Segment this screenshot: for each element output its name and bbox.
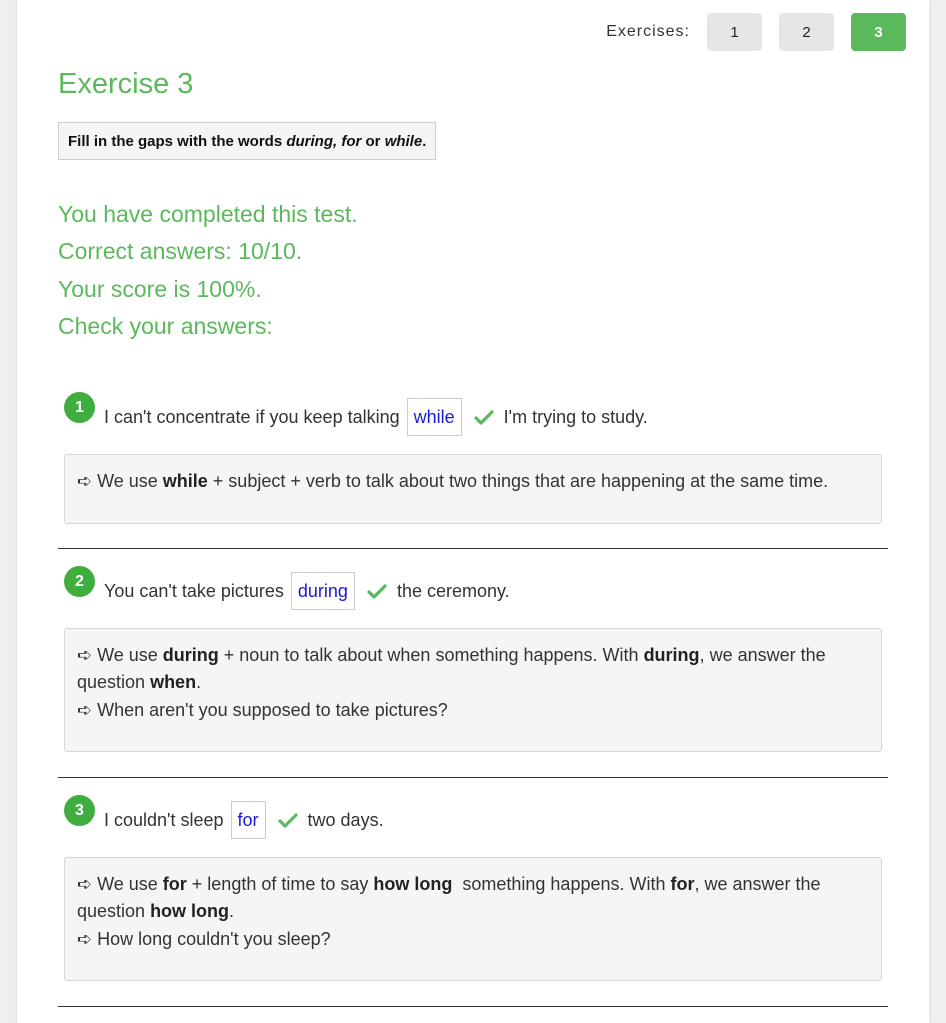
question-divider [58, 548, 888, 549]
explanation-text: . [229, 901, 235, 922]
explanation-text: something happens. With [452, 874, 671, 894]
checkmark-icon [367, 583, 387, 599]
exercises-label: Exercises: [606, 23, 690, 40]
completed-message: You have completed this test. [58, 201, 358, 227]
instruction-word-during: during, [286, 132, 338, 150]
explanation-text: + length of time to say [186, 874, 374, 894]
explanation-question: ➪ How long couldn't you sleep? [77, 928, 331, 949]
explanation-box [64, 454, 882, 524]
question-1 [58, 398, 888, 524]
explanation-keyword: for [162, 874, 187, 894]
instruction-end: . [422, 132, 427, 150]
question-text-before: You can't take pictures [104, 580, 284, 601]
explanation-text: ➪ We use [77, 471, 163, 491]
instruction-prefix: Fill in the gaps with the words [68, 132, 287, 150]
explanation-keyword: how long [373, 874, 453, 894]
page-title: Exercise 3 [58, 68, 194, 100]
explanation-text: , we answer the question [77, 874, 821, 922]
results-summary [58, 196, 358, 345]
instruction-word-for: for [341, 132, 362, 150]
exercise-3-button[interactable]: 3 [851, 13, 906, 51]
score-percentage: Your score is 100%. [58, 275, 262, 302]
explanation-keyword: during [162, 645, 219, 665]
question-divider [58, 777, 888, 778]
question-2 [58, 572, 888, 752]
question-text-after: the ceremony. [396, 580, 510, 601]
question-divider [58, 1006, 888, 1007]
checkmark-icon [474, 409, 494, 425]
exercise-page [17, 0, 929, 1023]
explanation-text: ➪ We use [77, 645, 163, 665]
explanation-keyword: for [670, 874, 695, 894]
exercise-2-button[interactable]: 2 [779, 13, 834, 51]
instruction-word-while: while [384, 132, 423, 150]
explanation-text: ➪ We use [77, 874, 163, 894]
instruction-box [58, 122, 436, 160]
question-text-before: I couldn't sleep [104, 809, 224, 830]
explanation-keyword: how long [150, 901, 230, 922]
checkmark-icon [278, 812, 298, 828]
question-number-badge: 2 [64, 566, 95, 597]
explanation-text: . [196, 672, 202, 693]
explanation-box [64, 857, 882, 981]
explanation-keyword: while [162, 471, 208, 491]
exercise-navigation [606, 13, 906, 51]
correct-answers-count: Correct answers: 10/10. [58, 238, 303, 265]
explanation-text: , we answer the question [77, 645, 826, 693]
exercise-1-button[interactable]: 1 [707, 13, 762, 51]
question-text-after: two days. [307, 809, 384, 830]
explanation-text: + noun to talk about when something happens. With [218, 645, 644, 665]
answer-field[interactable]: for [231, 801, 266, 839]
check-answers-heading: Check your answers: [58, 312, 273, 339]
question-number-badge: 3 [64, 795, 95, 826]
question-number-badge: 1 [64, 392, 95, 423]
answer-field[interactable]: while [407, 398, 462, 436]
explanation-keyword: when [150, 672, 197, 693]
explanation-question: ➪ When aren't you supposed to take pictures? [77, 699, 448, 720]
instruction-mid: or [361, 132, 385, 150]
explanation-box [64, 628, 882, 752]
explanation-text: + subject + verb to talk about two things that are happening at the same time. [207, 471, 829, 491]
explanation-keyword: during [643, 645, 700, 665]
question-text-before: I can't concentrate if you keep talking [104, 406, 400, 427]
answer-field[interactable]: during [291, 572, 355, 610]
question-text-after: I'm trying to study. [503, 406, 648, 427]
question-3 [58, 801, 888, 981]
